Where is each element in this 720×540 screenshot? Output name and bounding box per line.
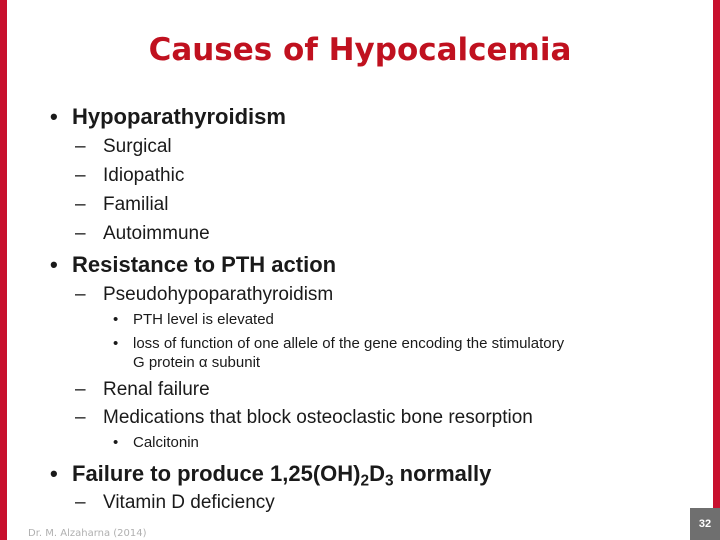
label-part: Failure to produce 1,25(OH): [72, 461, 361, 486]
label-part: D: [369, 461, 385, 486]
left-accent-bar: [0, 0, 7, 540]
page-number: 32: [690, 508, 720, 540]
detail-label: Calcitonin: [133, 434, 199, 451]
dash-icon: –: [75, 194, 86, 215]
bullet-label: Resistance to PTH action: [72, 252, 337, 277]
bullet-dot-icon: •: [50, 104, 58, 129]
bullet-label: [72, 461, 492, 490]
sub-item-label: Pseudohypoparathyroidism: [103, 284, 334, 305]
bullet-dot-icon: •: [50, 461, 58, 486]
dash-icon: –: [75, 492, 86, 513]
label-part: normally: [393, 461, 492, 486]
dash-icon: –: [75, 407, 86, 428]
detail-label: loss of function of one allele of the gene encoding the stimulatory: [133, 335, 565, 352]
detail-label: PTH level is elevated: [133, 311, 274, 328]
slide-title: Causes of Hypocalcemia: [148, 32, 572, 68]
dash-icon: –: [75, 379, 86, 400]
sub-item-label: Medications that block osteoclastic bone resorption: [103, 407, 533, 428]
small-bullet-icon: •: [113, 311, 119, 328]
dash-icon: –: [75, 284, 86, 305]
dash-icon: –: [75, 165, 86, 186]
small-bullet-icon: •: [113, 335, 119, 352]
sub-item-label: Familial: [103, 194, 169, 215]
small-bullet-icon: •: [113, 434, 119, 451]
detail-label: G protein α subunit: [133, 354, 261, 371]
dash-icon: –: [75, 223, 86, 244]
footer-credit: Dr. M. Alzaharna (2014): [28, 528, 147, 539]
dash-icon: –: [75, 136, 86, 157]
sub-item-label: Renal failure: [103, 379, 210, 400]
subscript: 3: [384, 472, 394, 490]
bullet-label: Hypoparathyroidism: [72, 104, 286, 129]
bullet-dot-icon: •: [50, 252, 58, 277]
sub-item-label: Vitamin D deficiency: [103, 492, 275, 513]
sub-item-label: Idiopathic: [103, 165, 185, 186]
right-accent-bar: [713, 0, 720, 540]
sub-item-label: Autoimmune: [103, 223, 210, 244]
sub-item-label: Surgical: [103, 136, 172, 157]
subscript: 2: [360, 472, 370, 490]
